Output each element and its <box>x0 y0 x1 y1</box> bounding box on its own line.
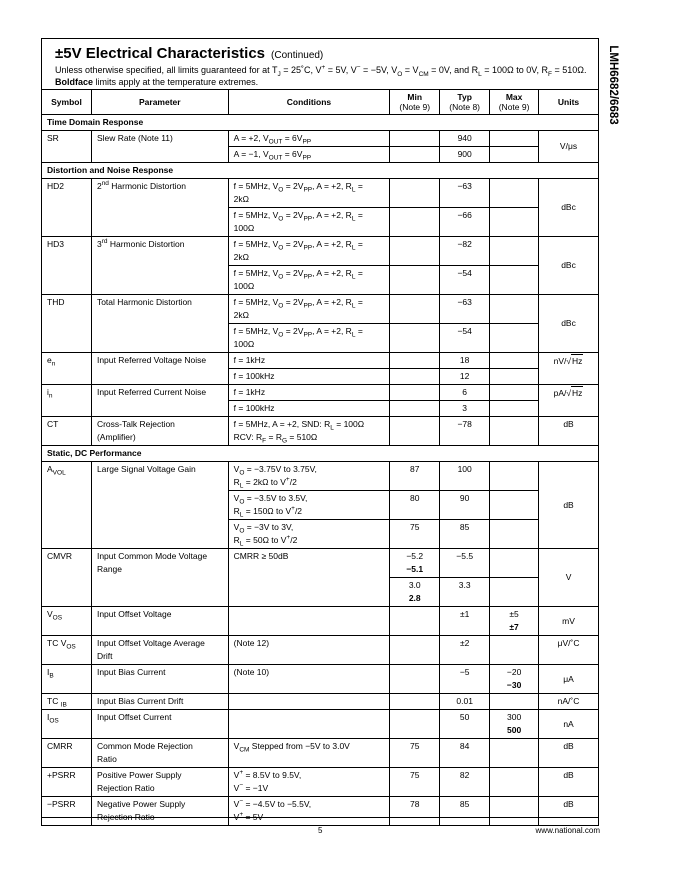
table-row: f = 5MHz, $V_O = 2V_{PP}$, A = +2, $R_L$ = 100Ω −54 <box>42 266 599 295</box>
sqrt-symbol: √ <box>566 356 572 366</box>
electrical-characteristics-table <box>41 89 599 826</box>
table-row: f = 100kHz 12 <box>42 369 599 385</box>
page-number: 5 <box>318 826 323 835</box>
sqrt-symbol: √ <box>566 388 572 398</box>
table-row: SR Slew Rate (Note 11) A = +2, $V_{OUT} = 6V_{PP}$ 940 V/μs <box>42 131 599 147</box>
table-row: f = 5MHz, $V_O = 2V_{PP}$, A = +2, $R_L$ = 100Ω −54 <box>42 324 599 353</box>
table-row: 3.0 2.8 3.3 <box>42 578 599 607</box>
table-row: HD3 3rd Harmonic Distortion f = 5MHz, $V_O = 2V_{PP}$, A = +2, $R_L$ = 2kΩ −82 dBc <box>42 237 599 266</box>
table-header-row <box>42 90 599 115</box>
header-min: Min (Note 9) <box>390 90 440 115</box>
table-row: f = 100kHz 3 <box>42 401 599 417</box>
header-parameter: Parameter <box>91 90 228 115</box>
table-row: TC $V_{OS}$ Input Offset Voltage Average Drift (Note 12) ±2 μV/˚C <box>42 636 599 665</box>
table-row: CMVR Input Common Mode Voltage Range CMRR ≥ 50dB −5.2 −5.1 −5.5 V <box>42 549 599 578</box>
section-row: Distortion and Noise Response <box>42 163 599 179</box>
conditions-note: Unless otherwise specified, all limits guaranteed for at $T_J$ = 25˚C, V+ = 5V, V− = −5V, $V_O = V_{CM} = 0V$, and $R_L = 100\Omega$ to 0V, $R_F = 510\Omega$. Boldface limits apply at the temperature extremes. <box>55 64 587 87</box>
table-row: HD2 2nd Harmonic Distortion f = 5MHz, $V_O = 2V_{PP}$, A = +2, $R_L$ = 2kΩ −63 dBc <box>42 179 599 208</box>
table-row: THD Total Harmonic Distortion f = 5MHz, $V_O = 2V_{PP}$, A = +2, $R_L$ = 2kΩ −63 dBc <box>42 295 599 324</box>
table-row: CMRR Common Mode Rejection Ratio $V_{CM}$ Stepped from −5V to 3.0V 75 84 dB <box>42 739 599 768</box>
table-row: +PSRR Positive Power Supply Rejection Ratio V+ = 8.5V to 9.5V, V− = −1V 75 82 dB <box>42 768 599 797</box>
table-row: $i_n$ Input Referred Current Noise f = 1kHz 6 pA/√Hz <box>42 385 599 401</box>
header-conditions: Conditions <box>228 90 390 115</box>
section-row: Static, DC Performance <box>42 446 599 462</box>
header-units: Units <box>539 90 599 115</box>
table-row: $I_B$ Input Bias Current (Note 10) −5 −20 −30 μA <box>42 665 599 694</box>
table-row: A = −1, $V_{OUT} = 6V_{PP}$ 900 <box>42 147 599 163</box>
table-row: TC $_{IB}$ Input Bias Current Drift 0.01 nA/˚C <box>42 694 599 710</box>
table-row: $V_O = -3.5V$ to 3.5V, $R_L = 150\Omega$ to V+/2 80 90 <box>42 491 599 520</box>
table-row: $e_n$ Input Referred Voltage Noise f = 1kHz 18 nV/√Hz <box>42 353 599 369</box>
table-row: $I_{OS}$ Input Offset Current 50 300 500 nA <box>42 710 599 739</box>
table-row: $A_{VOL}$ Large Signal Voltage Gain $V_O = -3.75V$ to 3.75V, $R_L = 2k\Omega$ to V+/2 87 100 dB <box>42 462 599 491</box>
header-max: Max (Note 9) <box>490 90 539 115</box>
page-title: ±5V Electrical Characteristics (Continued) <box>55 45 324 62</box>
table-row: CT Cross-Talk Rejection (Amplifier) f = 5MHz, A = +2, SND: $R_L = 100\Omega$ RCV: $R_F = R_G = 510\Omega$ −78 dB <box>42 417 599 446</box>
header-typ: Typ (Note 8) <box>440 90 490 115</box>
section-row: Time Domain Response <box>42 115 599 131</box>
table-row: f = 5MHz, $V_O = 2V_{PP}$, A = +2, $R_L$ = 100Ω −66 <box>42 208 599 237</box>
footer-url: www.national.com <box>535 826 600 835</box>
header-symbol: Symbol <box>42 90 92 115</box>
table-row: $V_O = -3V$ to 3V, $R_L = 50\Omega$ to V+/2 75 85 <box>42 520 599 549</box>
table-row: −PSRR Negative Power Supply Rejection Ratio V− = −4.5V to −5.5V, V+ = 5V 78 85 dB <box>42 797 599 826</box>
part-number-sidebar: LMH6682/6683 <box>607 45 619 125</box>
title-continued: (Continued) <box>271 50 324 61</box>
table-row: $V_{OS}$ Input Offset Voltage ±1 ±5 ±7 mV <box>42 607 599 636</box>
